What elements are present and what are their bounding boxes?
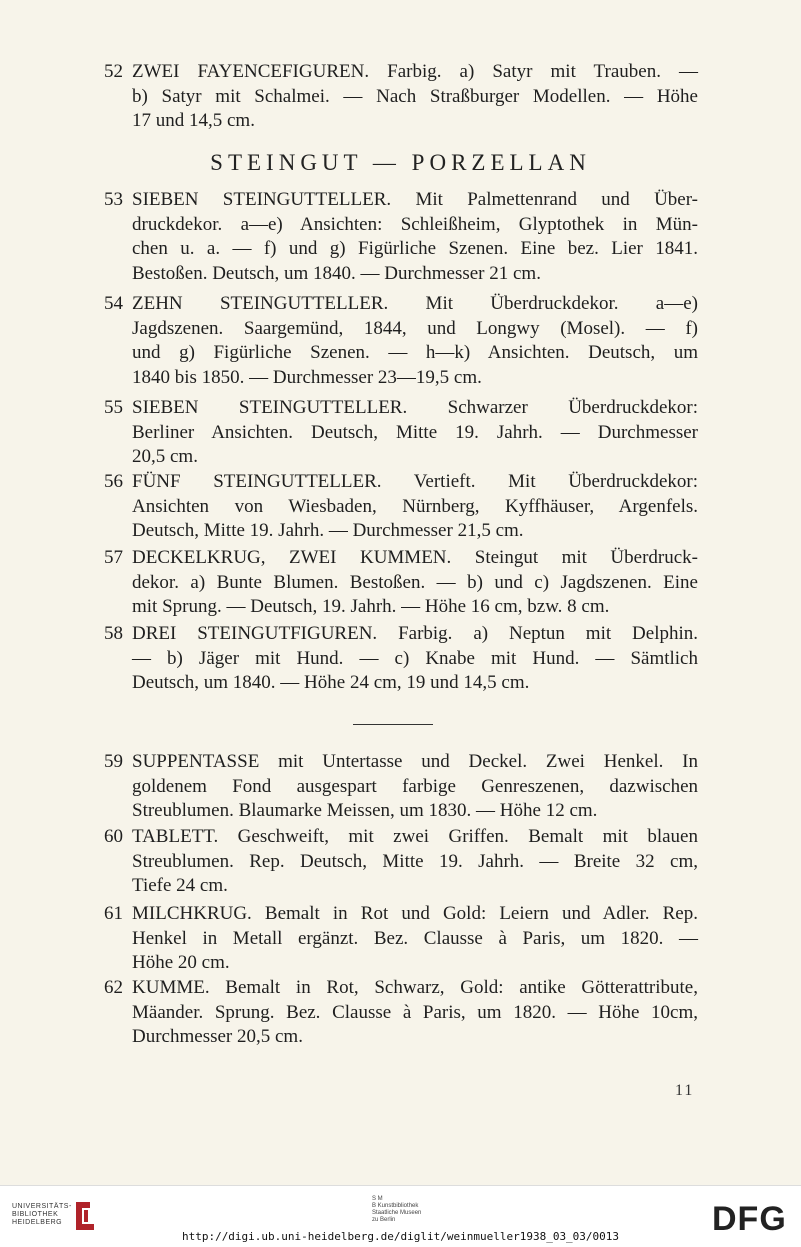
entry-53	[104, 188, 698, 286]
section-divider	[353, 724, 433, 725]
entry-line: 20,5 cm.	[132, 446, 198, 467]
entry-number: 53	[104, 189, 123, 210]
entry-number: 55	[104, 397, 123, 418]
entry-line: Deutsch, Mitte 19. Jahrh. — Durchmesser 21,5 cm.	[132, 520, 524, 541]
entry-line: TABLETT. Geschweift, mit zwei Griffen. Bemalt mit blauen	[132, 826, 698, 847]
entry-number: 58	[104, 623, 123, 644]
entry-61	[104, 902, 698, 976]
entry-line: ZWEI FAYENCEFIGUREN. Farbig. a) Satyr mit Trauben. —	[132, 61, 698, 82]
kunstbibliothek-logo: S M B Kunstbibliothek Staatliche Museen zu Berlin	[372, 1196, 422, 1223]
entry-line: MILCHKRUG. Bemalt in Rot und Gold: Leiern und Adler. Rep.	[132, 903, 698, 924]
entry-57	[104, 546, 698, 620]
entry-line: SUPPENTASSE mit Untertasse und Deckel. Zwei Henkel. In	[132, 751, 698, 772]
library-logo-icon[interactable]	[72, 1198, 98, 1234]
entry-line: Bestoßen. Deutsch, um 1840. — Durchmesser 21 cm.	[132, 262, 541, 284]
entry-number: 60	[104, 826, 123, 847]
entry-line: SIEBEN STEINGUTTELLER. Mit Palmettenrand und Über-	[132, 189, 698, 210]
entry-number: 56	[104, 471, 123, 492]
entry-60	[104, 825, 698, 899]
entry-line: druckdekor. a—e) Ansichten: Schleißheim, Glyptothek in Mün-	[132, 213, 698, 235]
entry-line: und g) Figürliche Szenen. — h—k) Ansichten. Deutsch, um	[132, 342, 698, 363]
section-heading: STEINGUT — PORZELLAN	[210, 150, 591, 175]
page-number: 11	[675, 1082, 695, 1099]
entry-62	[104, 976, 698, 1050]
entry-number: 57	[104, 547, 123, 568]
entry-line: SIEBEN STEINGUTTELLER. Schwarzer Überdruckdekor:	[132, 397, 698, 418]
entry-line: Höhe 20 cm.	[132, 952, 230, 973]
entry-line: Ansichten von Wiesbaden, Nürnberg, Kyffhäuser, Argenfels.	[132, 495, 698, 517]
entry-line: mit Sprung. — Deutsch, 19. Jahrh. — Höhe 16 cm, bzw. 8 cm.	[132, 596, 610, 617]
entry-line: goldenem Fond ausgespart farbige Genreszenen, dazwischen	[132, 775, 698, 797]
entry-number: 54	[104, 293, 123, 314]
entry-line: DECKELKRUG, ZWEI KUMMEN. Steingut mit Überdruck-	[132, 547, 698, 568]
entry-line: dekor. a) Bunte Blumen. Bestoßen. — b) und c) Jagdszenen. Eine	[132, 571, 698, 593]
entry-line: 17 und 14,5 cm.	[132, 110, 255, 131]
entry-55	[104, 396, 698, 470]
entry-54	[104, 292, 698, 390]
entry-line: Durchmesser 20,5 cm.	[132, 1026, 303, 1047]
dfg-logo[interactable]: DFG	[712, 1200, 787, 1238]
entry-line: Deutsch, um 1840. — Höhe 24 cm, 19 und 14,5 cm.	[132, 672, 530, 693]
source-url[interactable]: http://digi.ub.uni-heidelberg.de/diglit/weinmueller1938_03_03/0013	[181, 1230, 620, 1243]
entry-56	[104, 470, 698, 544]
entry-line: ZEHN STEINGUTTELLER. Mit Überdruckdekor. a—e)	[132, 293, 698, 314]
entry-number: 59	[104, 751, 123, 772]
entry-number: 62	[104, 977, 123, 998]
entry-line: Streublumen. Blaumarke Meissen, um 1830. — Höhe 12 cm.	[132, 800, 598, 821]
entry-line: Mäander. Sprung. Bez. Clausse à Paris, um 1820. — Höhe 10cm,	[132, 1001, 698, 1023]
entry-line: b) Satyr mit Schalmei. — Nach Straßburger Modellen. — Höhe	[132, 85, 698, 107]
entry-line: Berliner Ansichten. Deutsch, Mitte 19. Jahrh. — Durchmesser	[132, 421, 698, 443]
entry-number: 52	[104, 61, 123, 82]
entry-line: Streublumen. Rep. Deutsch, Mitte 19. Jahrh. — Breite 32 cm,	[132, 850, 698, 872]
entry-line: — b) Jäger mit Hund. — c) Knabe mit Hund. — Sämtlich	[132, 647, 698, 669]
entry-line: DREI STEINGUTFIGUREN. Farbig. a) Neptun mit Delphin.	[132, 623, 698, 644]
library-logo-text[interactable]: UNIVERSITÄTS- BIBLIOTHEK HEIDELBERG	[12, 1203, 72, 1226]
entry-number: 61	[104, 903, 123, 924]
entry-52	[104, 60, 698, 134]
entry-line: 1840 bis 1850. — Durchmesser 23—19,5 cm.	[132, 366, 482, 388]
entry-59	[104, 750, 698, 824]
entry-line: Tiefe 24 cm.	[132, 875, 228, 896]
entry-58	[104, 622, 698, 696]
entry-line: FÜNF STEINGUTTELLER. Vertieft. Mit Überdruckdekor:	[132, 471, 698, 492]
entry-line: Henkel in Metall ergänzt. Bez. Clausse à Paris, um 1820. —	[132, 927, 698, 949]
entry-line: chen u. a. — f) und g) Figürliche Szenen. Eine bez. Lier 1841.	[132, 238, 698, 259]
entry-line: Jagdszenen. Saargemünd, 1844, und Longwy (Mosel). — f)	[132, 317, 698, 339]
entry-line: KUMME. Bemalt in Rot, Schwarz, Gold: antike Götterattribute,	[132, 977, 698, 998]
